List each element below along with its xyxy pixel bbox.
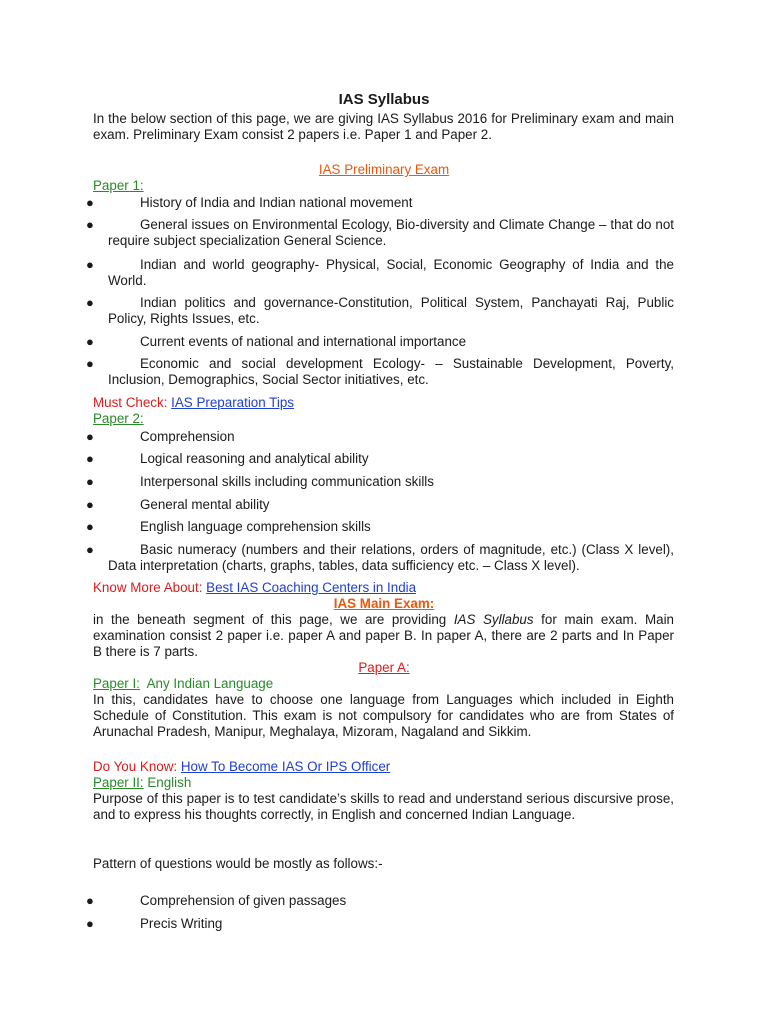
paper-i-paragraph: In this, candidates have to choose one language from Languages which included in Eighth Schedule of Constitution. This exam is not compulsory for candidates who are from States of Arunachal Pradesh, Manipur, Meghalaya, Mizoram, Nagaland and Sikkim. [93,692,674,739]
bullet: ● [86,195,94,210]
page-title: IAS Syllabus [338,91,430,108]
paper-ii-label: Paper II: [93,775,144,790]
prelim-heading: IAS Preliminary Exam [318,162,450,177]
know-more-line [93,580,416,596]
bullet: ● [86,356,94,371]
paper-i-value: Any Indian Language [139,676,274,691]
bullet: ● [86,334,94,349]
must-check-line [93,395,294,411]
list-item: Interpersonal skills including communication skills [140,474,434,489]
must-check-prefix: Must Check: [93,395,168,410]
list-item: Basic numeracy (numbers and their relations, orders of magnitude, etc.) (Class X level), Data interpretation (charts, graphs, tables, data sufficiency etc. – Class X level). [108,542,674,573]
paper1-label: Paper 1: [93,178,144,193]
bullet: ● [86,519,94,534]
bullet: ● [86,295,94,310]
paper2-label: Paper 2: [93,411,144,426]
bullet: ● [86,429,94,444]
bullet: ● [86,497,94,512]
list-item: Economic and social development Ecology- – Sustainable Development, Poverty, Inclusion, Demographics, Social Sector initiatives, etc. [108,356,674,387]
bullet: ● [86,542,94,557]
bullet: ● [86,257,94,272]
paper-i-line [93,676,273,692]
bullet: ● [86,474,94,489]
bullet: ● [86,916,94,931]
paper-ii-value: English [143,775,192,790]
know-more-prefix: Know More About: [93,580,203,595]
bullet: ● [86,893,94,908]
do-you-know-line [93,759,390,775]
list-item: Precis Writing [140,916,223,931]
bullet: ● [86,217,94,232]
become-ias-ips-link[interactable]: How To Become IAS Or IPS Officer [180,759,391,774]
do-you-know-prefix: Do You Know: [93,759,178,774]
intro-paragraph: In the below section of this page, we are giving IAS Syllabus 2016 for Preliminary exam and main exam. Preliminary Exam consist 2 papers i.e. Paper 1 and Paper 2. [93,111,674,142]
list-item: Current events of national and international importance [140,334,467,349]
list-item: English language comprehension skills [140,519,371,534]
main-intro-paragraph: in the beneath segment of this page, we are providing IAS Syllabus for main exam. Main examination consist 2 paper i.e. paper A and paper B. In paper A, there are 2 parts and In Paper B there is 7 parts. [93,612,674,659]
pattern-text: Pattern of questions would be mostly as follows:- [93,856,383,871]
main-exam-heading: IAS Main Exam: [333,596,435,611]
list-item: General mental ability [140,497,270,512]
paper-ii-paragraph: Purpose of this paper is to test candidate’s skills to read and understand serious discursive prose, and to express his thoughts correctly, in English and concerned Indian Language. [93,791,674,822]
ias-preparation-tips-link[interactable]: IAS Preparation Tips [171,395,294,410]
paper-ii-line [93,775,191,791]
list-item: Logical reasoning and analytical ability [140,451,369,466]
list-item: General issues on Environmental Ecology, Bio-diversity and Climate Change – that do not require subject specialization General Science. [108,217,674,248]
list-item: Indian politics and governance-Constitution, Political System, Panchayati Raj, Public Policy, Rights Issues, etc. [108,295,674,326]
paper-a-heading: Paper A: [358,660,410,675]
list-item: Indian and world geography- Physical, Social, Economic Geography of India and the World. [108,257,674,288]
list-item: Comprehension [140,429,235,444]
list-item: Comprehension of given passages [140,893,347,908]
list-item: History of India and Indian national movement [140,195,413,210]
paper-i-label: Paper I: [93,676,140,691]
best-ias-coaching-link[interactable]: Best IAS Coaching Centers in India [206,580,417,595]
bullet: ● [86,451,94,466]
